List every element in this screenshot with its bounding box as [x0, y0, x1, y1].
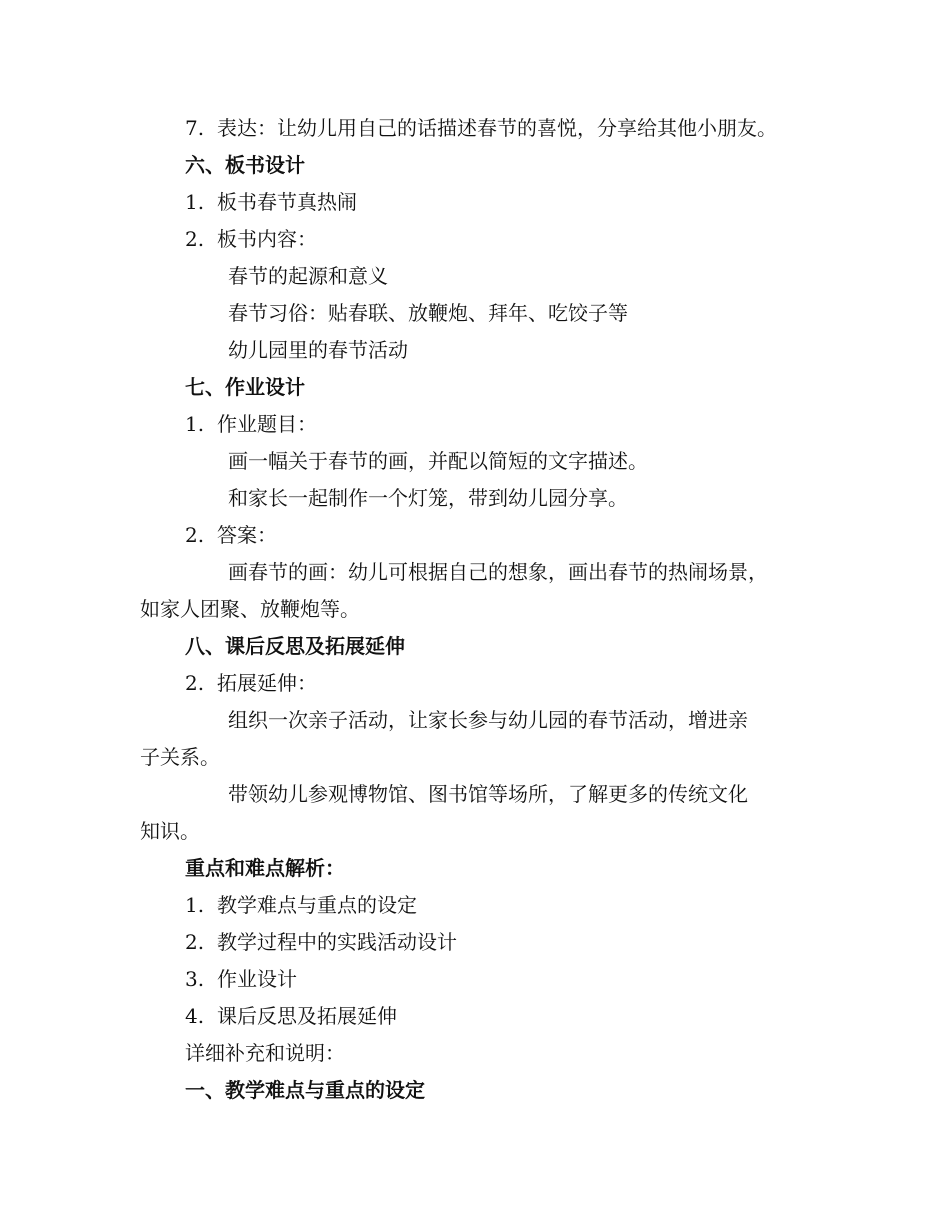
list-item	[185, 411, 317, 437]
item-number: 2.	[185, 227, 205, 251]
section-heading: 七、作业设计	[185, 375, 305, 399]
item-text: 答案：	[217, 523, 277, 547]
item-text: 课后反思及拓展延伸	[217, 1004, 397, 1028]
section-heading: 六、板书设计	[185, 153, 305, 177]
item-number: 4.	[185, 1004, 205, 1028]
item-text: 板书内容：	[217, 227, 317, 251]
section-heading: 重点和难点解析：	[185, 856, 345, 880]
item-text: 板书春节真热闹	[217, 190, 357, 214]
content-line: 春节的起源和意义	[228, 264, 388, 288]
item-number: 1.	[185, 893, 205, 917]
content-line: 幼儿园里的春节活动	[228, 338, 408, 362]
item-number: 7.	[185, 116, 205, 140]
list-item	[185, 892, 417, 918]
item-text: 拓展延伸：	[217, 671, 317, 695]
list-item	[185, 189, 357, 215]
item-number: 2.	[185, 523, 205, 547]
supplement-label: 详细补充和说明：	[185, 1041, 345, 1065]
paragraph-line: 带领幼儿参观博物馆、图书馆等场所，了解更多的传统文化	[228, 782, 748, 806]
item-number: 2.	[185, 671, 205, 695]
item-number: 1.	[185, 412, 205, 436]
paragraph-line: 子关系。	[140, 745, 220, 769]
content-line: 和家长一起制作一个灯笼，带到幼儿园分享。	[228, 486, 628, 510]
item-text: 作业题目：	[217, 412, 317, 436]
list-item	[185, 522, 277, 548]
item-number: 1.	[185, 190, 205, 214]
paragraph-line: 知识。	[140, 819, 200, 843]
item-number: 3.	[185, 967, 205, 991]
list-item	[185, 1003, 397, 1029]
paragraph-line: 画春节的画：幼儿可根据自己的想象，画出春节的热闹场景，	[228, 560, 768, 584]
section-heading: 一、教学难点与重点的设定	[185, 1078, 425, 1102]
section-heading: 八、课后反思及拓展延伸	[185, 634, 405, 658]
content-line: 春节习俗：贴春联、放鞭炮、拜年、吃饺子等	[228, 301, 628, 325]
item-text: 表达：让幼儿用自己的话描述春节的喜悦，分享给其他小朋友。	[217, 116, 777, 140]
list-item	[185, 966, 297, 992]
item-text: 教学过程中的实践活动设计	[217, 930, 457, 954]
item-text: 作业设计	[217, 967, 297, 991]
list-item	[185, 115, 777, 141]
item-number: 2.	[185, 930, 205, 954]
content-line: 画一幅关于春节的画，并配以简短的文字描述。	[228, 449, 648, 473]
list-item	[185, 226, 317, 252]
list-item	[185, 929, 457, 955]
paragraph-line: 组织一次亲子活动，让家长参与幼儿园的春节活动，增进亲	[228, 708, 748, 732]
list-item	[185, 670, 317, 696]
item-text: 教学难点与重点的设定	[217, 893, 417, 917]
paragraph-line: 如家人团聚、放鞭炮等。	[140, 597, 360, 621]
